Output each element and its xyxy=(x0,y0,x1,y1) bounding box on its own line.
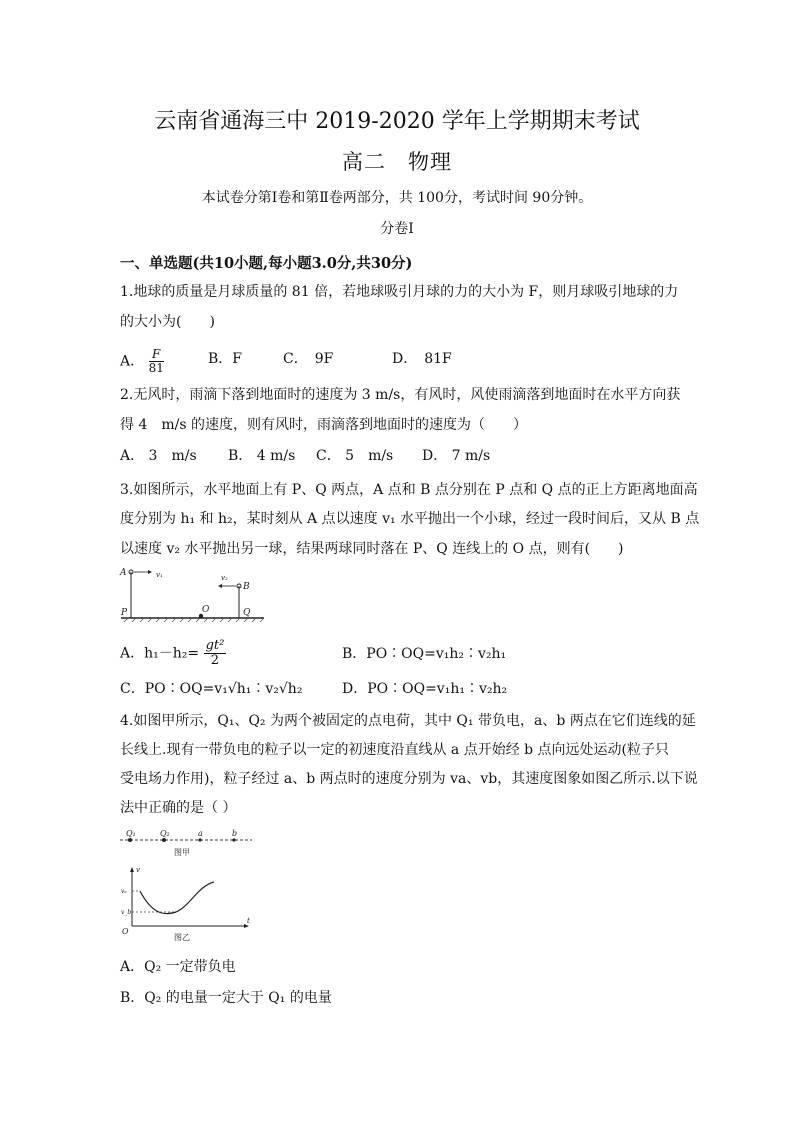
q4-yi-label-vb: v_b xyxy=(121,909,132,916)
q3-arrowhead-v1 xyxy=(148,570,152,574)
q3-line-3: 以速度 v₂ 水平抛出另一球，结果两球同时落在 P、Q 连线上的 O 点，则有( ) xyxy=(120,541,624,557)
q4-label-q2: Q₂ xyxy=(160,829,170,838)
q1-option-a-fraction xyxy=(149,348,164,375)
q4-line-3: 受电场力作用)，粒子经过 a、b 两点时的速度分别为 va、vb，其速度图象如图乙所示.以下说 xyxy=(120,771,698,787)
q4-caption-jia: 图甲 xyxy=(174,848,190,857)
q3-option-a-prefix: A．h₁－h₂= xyxy=(120,645,200,662)
q4-line-1: 4.如图甲所示，Q₁、Q₂ 为两个被固定的点电荷，其中 Q₁ 带负电，a、b 两点在它们连线的延 xyxy=(120,713,696,729)
q4-yi-label-o: O xyxy=(122,927,129,936)
section-label: 分卷Ⅰ xyxy=(380,221,414,237)
q3-figure xyxy=(118,563,268,625)
q1-option-a-label: A． xyxy=(120,353,145,370)
q3-label-v1: v₁ xyxy=(156,571,163,579)
q4-yi-v-arrow xyxy=(130,867,134,872)
q4-figure-yi xyxy=(116,866,256,944)
q3-line-2: 度分别为 h₁ 和 h₂，某时刻从 A 点以速度 v₁ 水平抛出一个小球，经过一段时间后，又从 B 点 xyxy=(120,511,700,527)
q3-label-a: A xyxy=(120,568,127,578)
q1-option-b: B．F xyxy=(208,351,243,367)
q3-option-b: B．PO∶OQ=v₁h₂∶v₂h₁ xyxy=(342,646,507,662)
q4-label-b: b xyxy=(232,829,238,838)
q4-caption-yi: 图乙 xyxy=(174,933,190,942)
q3-option-a xyxy=(120,639,226,668)
q1-option-a-denominator: 81 xyxy=(148,361,164,375)
q1-line-2: 的大小为( ) xyxy=(120,314,215,330)
q1-option-c: C． 9F xyxy=(283,351,334,367)
q2-option-a: A． 3 m/s xyxy=(120,448,197,464)
q3-option-a-denominator: 2 xyxy=(210,653,220,668)
q3-option-d: D．PO∶OQ=v₁h₁∶v₂h₂ xyxy=(342,681,508,697)
q2-line-2: 得 4 m/s 的速度，则有风时，雨滴落到地面时的速度为（ ） xyxy=(120,417,527,433)
q2-option-d: D． 7 m/s xyxy=(422,448,491,464)
q2-option-b: B． 4 m/s xyxy=(228,448,296,464)
exam-subtitle: 高二 物理 xyxy=(342,150,452,174)
q4-label-q1: Q₁ xyxy=(126,829,136,838)
exam-title: 云南省通海三中 2019-2020 学年上学期期末考试 xyxy=(154,109,640,134)
q4-yi-label-va: vₐ xyxy=(121,888,127,895)
q4-option-a: A．Q₂ 一定带负电 xyxy=(120,959,236,975)
q3-label-v2: v₂ xyxy=(221,574,228,582)
q4-line-4: 法中正确的是（ ） xyxy=(120,800,237,816)
q3-label-p: P xyxy=(121,608,128,618)
q4-yi-label-v: v xyxy=(136,866,140,874)
exam-note: 本试卷分第Ⅰ卷和第Ⅱ卷两部分，共 100分，考试时间 90分钟。 xyxy=(201,190,593,206)
q3-arrowhead-v2 xyxy=(218,584,222,588)
q4-charge-q2 xyxy=(162,838,166,842)
q3-label-q: Q xyxy=(243,608,251,618)
q4-point-b xyxy=(232,838,235,841)
q4-figure-jia xyxy=(116,828,256,858)
q4-yi-curve xyxy=(140,882,214,914)
q3-label-b: B xyxy=(243,582,250,592)
q4-line-2: 长线上.现有一带负电的粒子以一定的初速度沿直线从 a 点开始经 b 点向远处运动(粒子只 xyxy=(120,742,670,758)
q4-label-a: a xyxy=(198,829,203,838)
q4-point-a xyxy=(198,838,201,841)
q1-line-1: 1.地球的质量是月球质量的 81 倍，若地球吸引月球的力的大小为 F，则月球吸引地球的力 xyxy=(120,284,679,300)
q1-option-d: D． 81F xyxy=(392,351,452,367)
q3-option-a-fraction xyxy=(204,639,227,668)
q3-label-o: O xyxy=(202,605,210,615)
q3-option-a-numerator: gt² xyxy=(205,638,225,653)
q2-option-c: C． 5 m/s xyxy=(316,448,394,464)
q1-option-a xyxy=(120,348,164,375)
q4-option-b: B．Q₂ 的电量一定大于 Q₁ 的电量 xyxy=(120,990,332,1006)
q1-option-a-numerator: F xyxy=(149,348,164,362)
q3-option-c: C．PO∶OQ=v₁√h₁∶v₂√h₂ xyxy=(120,681,303,697)
q4-yi-label-t: t xyxy=(247,917,250,925)
q2-line-1: 2.无风时，雨滴下落到地面时的速度为 3 m/s，有风时，风使雨滴落到地面时在水平方向获 xyxy=(120,387,681,403)
q4-charge-q1 xyxy=(128,838,132,842)
q3-line-1: 3.如图所示，水平地面上有 P、Q 两点，A 点和 B 点分别在 P 点和 Q 点的正上方距离地面高 xyxy=(120,482,698,498)
part1-heading: 一、单选题(共10小题,每小题3.0分,共30分) xyxy=(120,255,413,272)
